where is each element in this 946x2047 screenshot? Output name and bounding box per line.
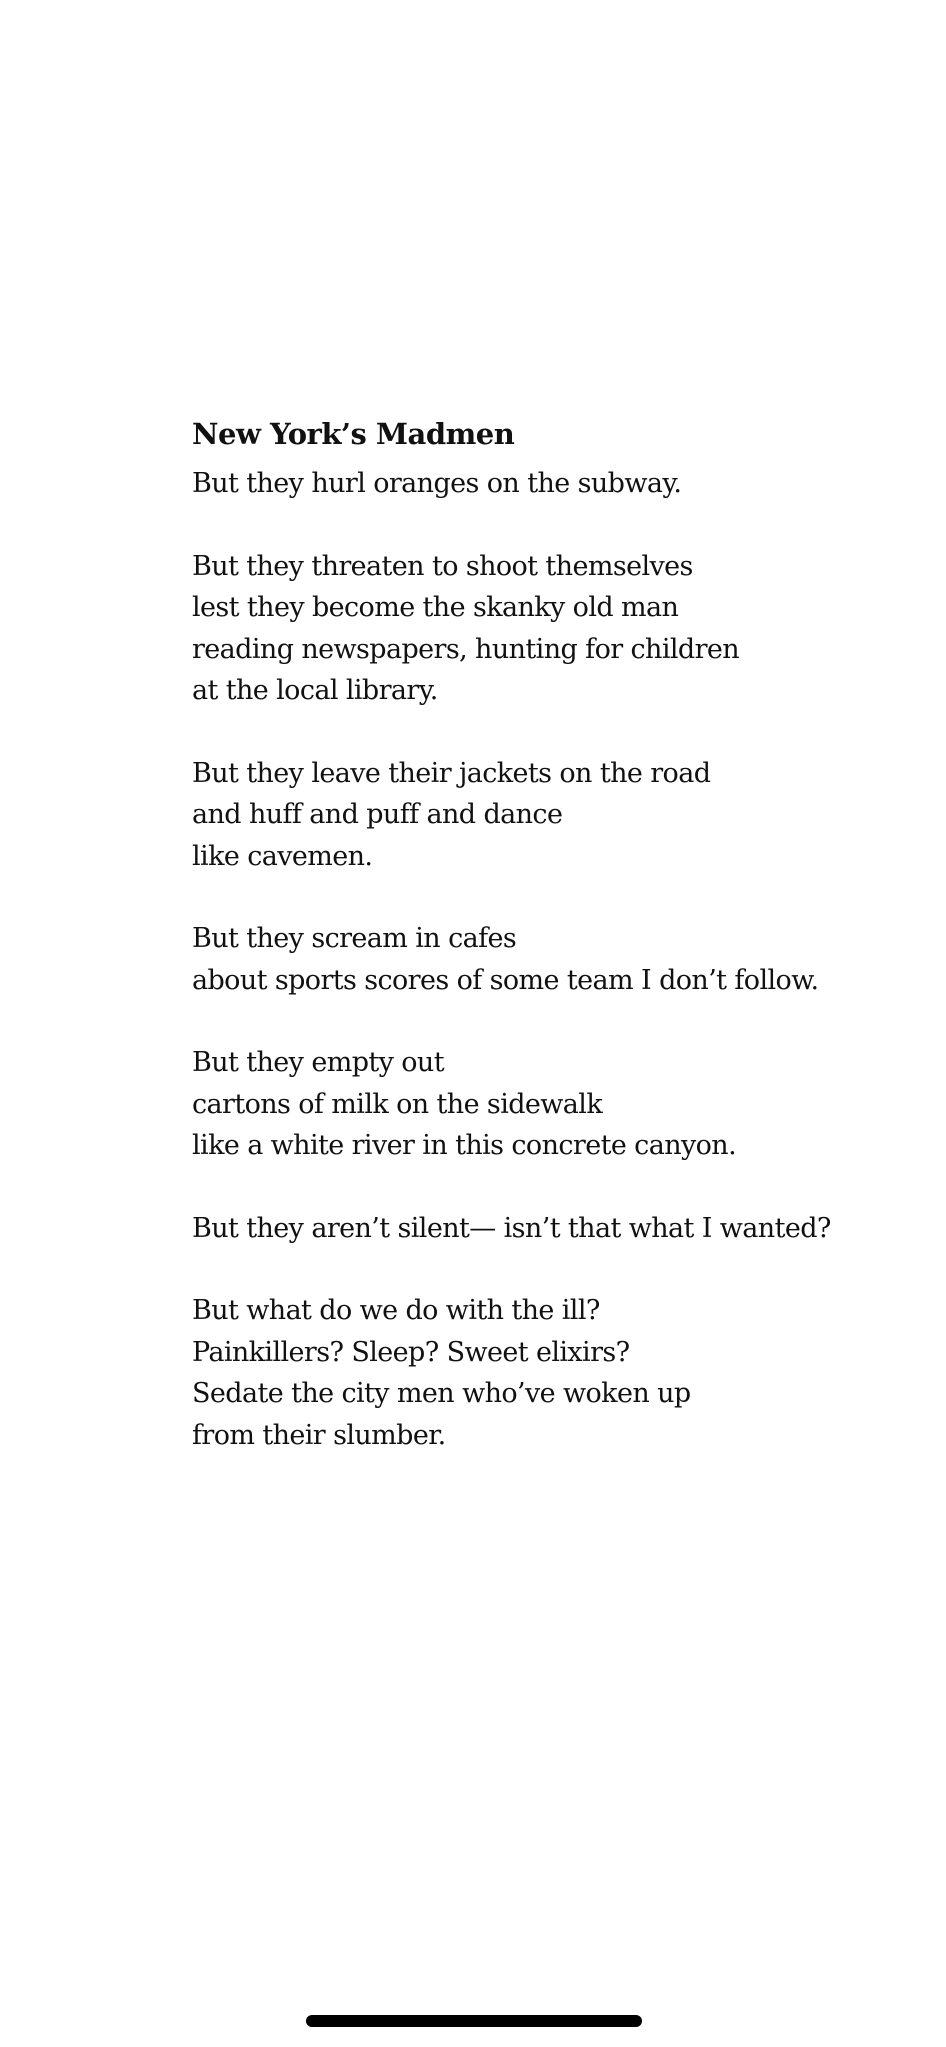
stanza: [192, 918, 912, 1001]
stanza: [192, 1042, 912, 1167]
stanza: [192, 1290, 912, 1456]
poem-line: But they aren’t silent— isn’t that what I wanted?: [192, 1212, 831, 1244]
poem-title: New York’s Madmen: [192, 417, 515, 451]
poem-line: But they empty out: [192, 1047, 444, 1078]
poem-line: lest they become the skanky old man: [192, 592, 679, 623]
poem-line: But they leave their jackets on the road: [192, 757, 711, 789]
poem-line: But they scream in cafes: [192, 923, 517, 954]
poem-line: and huff and puff and dance: [192, 799, 563, 830]
poem-line: from their slumber.: [192, 1419, 446, 1451]
poem-line: reading newspapers, hunting for children: [192, 633, 740, 665]
poem-line: about sports scores of some team I don’t follow.: [192, 964, 819, 996]
poem-line: But they hurl oranges on the subway.: [192, 468, 682, 499]
stanza: [192, 753, 912, 878]
stanza: [192, 546, 912, 712]
poem-line: like cavemen.: [192, 840, 373, 872]
home-indicator[interactable]: [306, 2015, 642, 2027]
stanza: [192, 463, 912, 505]
poem-line: Sedate the city men who’ve woken up: [192, 1378, 691, 1409]
stanza: [192, 1208, 912, 1250]
poem: [192, 413, 912, 1497]
poem-line: Painkillers? Sleep? Sweet elixirs?: [192, 1336, 630, 1368]
poem-line: like a white river in this concrete canyon.: [192, 1130, 737, 1161]
poem-line: at the local library.: [192, 675, 438, 706]
poem-line: But they threaten to shoot themselves: [192, 550, 693, 582]
poem-line: But what do we do with the ill?: [192, 1295, 600, 1326]
poem-line: cartons of milk on the sidewalk: [192, 1088, 603, 1120]
